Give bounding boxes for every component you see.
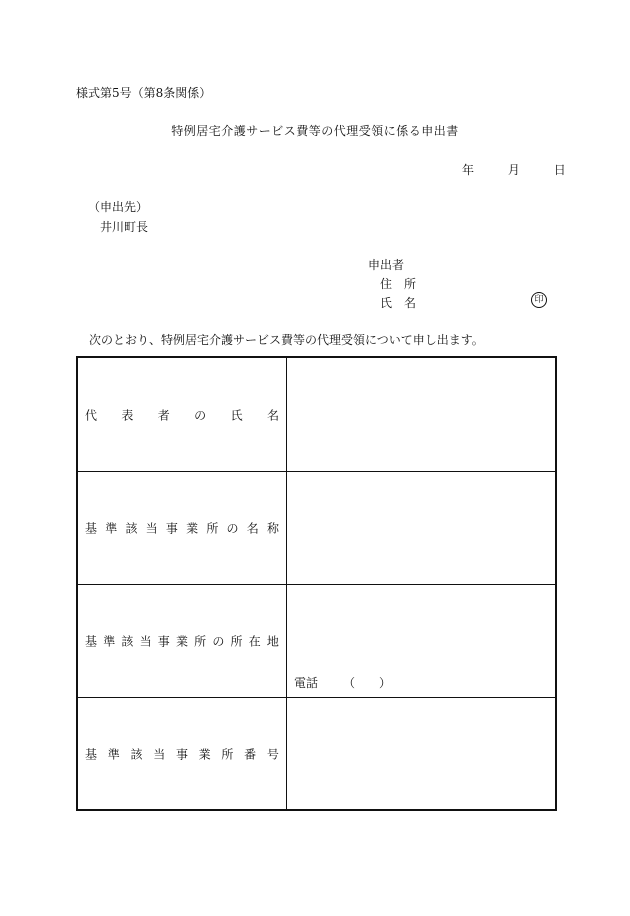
label-char: 該 [121, 634, 134, 649]
recipient-name: 井川町長 [100, 220, 149, 234]
label-char: 号 [266, 747, 279, 761]
label-char: 所 [221, 747, 234, 761]
label-char: 基 [85, 521, 98, 536]
date-year-label: 年 [462, 163, 475, 177]
label-char: 事 [157, 634, 170, 649]
label-char: 所 [230, 634, 243, 649]
label-char: 該 [130, 747, 143, 761]
representative-name-field[interactable] [287, 358, 555, 471]
date-line [462, 161, 566, 178]
label-char: 当 [139, 634, 152, 649]
label-char: 基 [85, 747, 98, 761]
recipient-label: （申出先） [88, 200, 149, 214]
label-char: 名 [266, 408, 279, 422]
facility-number-field[interactable] [287, 698, 555, 809]
label-char: 準 [107, 747, 120, 761]
label-char: 当 [153, 747, 166, 761]
label-char: 地 [266, 634, 279, 649]
date-day-label: 日 [553, 163, 566, 177]
label-char: 表 [121, 408, 134, 422]
label-char: 番 [244, 747, 257, 761]
form-table [76, 356, 557, 811]
phone-label: 電話 [294, 676, 319, 690]
label-char: 者 [157, 408, 170, 422]
label-char: の [212, 634, 225, 649]
label-char: 所 [194, 634, 207, 649]
row-label-cell [78, 585, 287, 697]
applicant-label: 申出者 [368, 258, 405, 272]
label-char: 業 [198, 747, 211, 761]
form-number: 様式第5号（第8条関係） [76, 86, 212, 100]
representative-name-label [85, 406, 279, 423]
label-char: 代 [85, 408, 98, 422]
date-month-label: 月 [507, 163, 520, 177]
table-row-facility-number [78, 697, 555, 809]
label-char: 事 [175, 747, 188, 761]
label-char: の [194, 408, 207, 422]
label-char: 準 [103, 634, 116, 649]
applicant-name-label: 氏名 [380, 296, 429, 310]
facility-address-label [85, 633, 279, 650]
facility-name-label [85, 520, 279, 537]
label-char: の [226, 521, 239, 536]
label-char: 準 [105, 521, 118, 536]
label-char: 事 [165, 521, 178, 536]
label-char: 基 [85, 634, 98, 649]
row-label-cell [78, 472, 287, 584]
document-title: 特例居宅介護サービス費等の代理受領に係る申出書 [171, 124, 459, 138]
label-char: 所 [206, 521, 219, 536]
row-label-cell [78, 698, 287, 809]
label-char: 業 [175, 634, 188, 649]
label-char: 名 [246, 521, 259, 536]
row-label-cell [78, 358, 287, 471]
label-char: 在 [248, 634, 261, 649]
label-char: 氏 [230, 408, 243, 422]
facility-name-field[interactable] [287, 472, 555, 584]
applicant-address-label: 住所 [380, 277, 429, 291]
phone-paren: （） [343, 676, 416, 690]
table-row-facility-name [78, 471, 555, 584]
label-char: 該 [125, 521, 138, 536]
facility-number-label [85, 745, 279, 762]
label-char: 称 [266, 521, 279, 536]
seal-mark: 印 [531, 292, 547, 308]
facility-address-field[interactable] [287, 585, 555, 697]
table-row-representative [78, 358, 555, 471]
table-row-facility-address [78, 584, 555, 697]
intro-text: 次のとおり、特例居宅介護サービス費等の代理受領について申し出ます。 [89, 333, 484, 347]
label-char: 業 [186, 521, 199, 536]
label-char: 当 [145, 521, 158, 536]
